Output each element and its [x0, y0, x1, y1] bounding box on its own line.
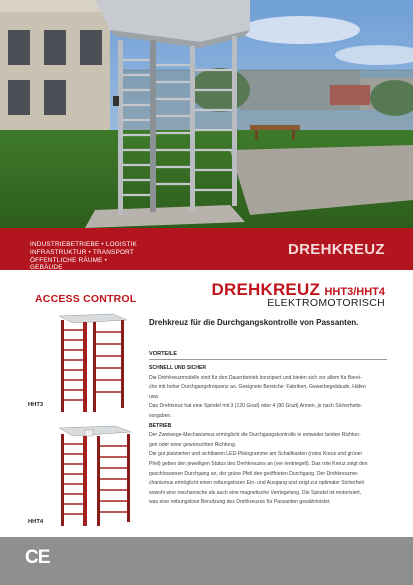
- text-line: Der Zweiwege-Mechanismus ermöglicht die Durchgangskontrolle in entweder beiden Richtun-: [149, 432, 361, 439]
- category-line: ÖFFENTLICHE RÄUME • GEBÄUDE: [30, 257, 108, 271]
- product-intro: Drehkreuz für die Durchgangskontrolle von Passanten.: [149, 318, 359, 327]
- product-subtitle: ELEKTROMOTORISCH: [267, 297, 385, 309]
- text-line: Pfeil) geben den jeweiligen Status des Drehkreuzes an (ver-/entriegelt). Das rote Kreuz zeigt den: [149, 460, 368, 467]
- text-line: vorgaben.: [149, 412, 172, 419]
- text-line: Das Drehkreuz hat eine Spindel mit 3 (120 Grad) oder 4 (90 Grad) Armen, je nach Sicherheits-: [149, 403, 363, 410]
- product-model: HHT3/HHT4: [324, 286, 385, 298]
- text-line: gen oder einer gewünschten Richtung.: [149, 441, 237, 448]
- text-line: usw.: [149, 393, 160, 400]
- subheading-schnell-sicher: SCHNELL UND SICHER: [149, 365, 207, 371]
- footer: [0, 537, 413, 585]
- ce-mark-icon: CE: [25, 547, 50, 568]
- text-line: che mit hoher Durchgangsfrequenz an. Geeignete Bereiche: Fabriken, Gewerbegebäude, Häfen: [149, 384, 366, 391]
- subheading-betrieb: BETRIEB: [149, 422, 172, 429]
- category-band: [0, 228, 413, 270]
- body-text: [149, 364, 389, 508]
- hht4-label: HHT4: [28, 519, 44, 525]
- text-line: sowohl eine mechanische als auch eine magnetische Verriegelung. Die Spindel ist motorisiert,: [149, 489, 362, 496]
- hht3-label: HHT3: [28, 402, 44, 408]
- category-line: INFRASTRUKTUR • TRANSPORT: [30, 249, 134, 256]
- hht3-image: [55, 310, 130, 415]
- text-line: Die gut platzierten und sichtbaren LED-Piktogramme am Schaltkasten (rotes Kreuz und grüner: [149, 451, 363, 458]
- text-line: Die Drehkreuzmodelle sind für den Dauerbetrieb konzipiert und bieten sich vor allem für Berei-: [149, 374, 362, 381]
- text-line: geschlossenen Durchgang an, der grüne Pfeil den geöffneten Durchgang. Der Drehkreuzme-: [149, 470, 359, 477]
- text-line: was eine reibungslose Benutzung des Drehkreuzes für Passanten gewährleistet.: [149, 499, 331, 506]
- section-heading-vorteile: VORTEILE: [149, 351, 387, 360]
- hht4-image: [55, 422, 135, 530]
- category-list: [0, 228, 140, 270]
- band-title: DREHKREUZ: [288, 241, 385, 258]
- product-name: DREHKREUZ: [211, 280, 321, 299]
- header-photo: [0, 0, 413, 228]
- access-control-label: ACCESS CONTROL: [35, 293, 137, 305]
- text-line: chanismus ermöglicht einen reibungslosen Ein- und Ausgang und zeigt zur optimaler Sicherheit: [149, 480, 364, 487]
- category-line: INDUSTRIEBETRIEBE • LOGISTIK: [30, 241, 137, 248]
